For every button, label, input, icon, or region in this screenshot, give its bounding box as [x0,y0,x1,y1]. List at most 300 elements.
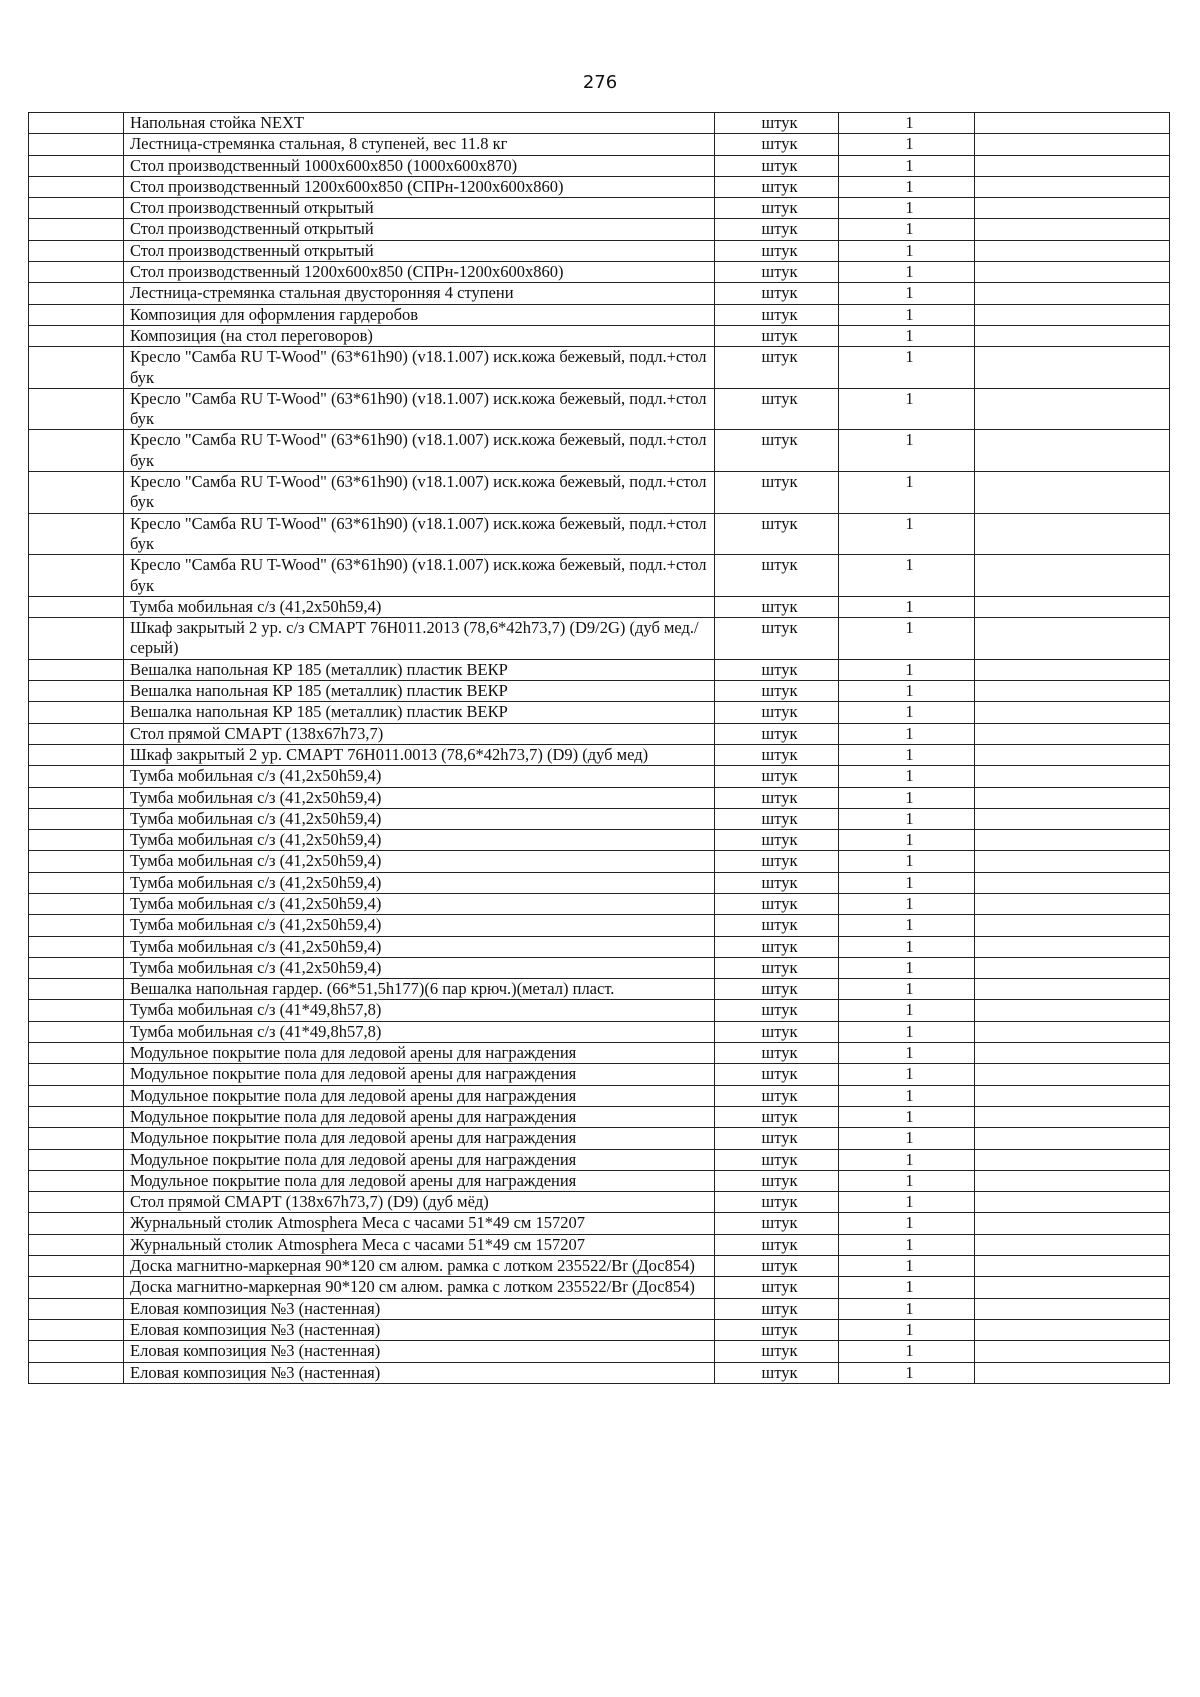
table-row [29,808,1170,829]
quantity-cell: 1 [839,1319,975,1340]
unit-cell: штук [715,851,839,872]
item-name-cell: Тумба мобильная с/з (41,2х50h59,4) [124,936,715,957]
unit-cell: штук [715,1213,839,1234]
unit-cell: штук [715,555,839,597]
table-row [29,1170,1170,1191]
row-number-cell [29,872,124,893]
note-cell [975,262,1170,283]
row-number-cell [29,830,124,851]
unit-cell: штук [715,808,839,829]
row-number-cell [29,681,124,702]
table-row [29,1000,1170,1021]
item-name-cell: Модульное покрытие пола для ледовой арены для награждения [124,1149,715,1170]
row-number-cell [29,198,124,219]
row-number-cell [29,787,124,808]
unit-cell: штук [715,1341,839,1362]
note-cell [975,134,1170,155]
quantity-cell: 1 [839,304,975,325]
note-cell [975,1298,1170,1319]
row-number-cell [29,219,124,240]
note-cell [975,744,1170,765]
unit-cell: штук [715,155,839,176]
note-cell [975,1106,1170,1127]
quantity-cell: 1 [839,1085,975,1106]
item-name-cell: Кресло "Самба RU T-Wood" (63*61h90) (v18.1.007) иск.кожа бежевый, подл.+стол бук [124,513,715,555]
row-number-cell [29,347,124,389]
note-cell [975,472,1170,514]
row-number-cell [29,618,124,660]
table-row [29,1192,1170,1213]
row-number-cell [29,1128,124,1149]
unit-cell: штук [715,283,839,304]
table-row [29,1319,1170,1340]
note-cell [975,1341,1170,1362]
item-name-cell: Еловая композиция №3 (настенная) [124,1362,715,1383]
table-row [29,979,1170,1000]
row-number-cell [29,304,124,325]
note-cell [975,915,1170,936]
row-number-cell [29,134,124,155]
table-row [29,262,1170,283]
table-row [29,915,1170,936]
item-name-cell: Тумба мобильная с/з (41,2х50h59,4) [124,808,715,829]
unit-cell: штук [715,134,839,155]
row-number-cell [29,659,124,680]
quantity-cell: 1 [839,851,975,872]
row-number-cell [29,176,124,197]
quantity-cell: 1 [839,113,975,134]
unit-cell: штук [715,723,839,744]
table-row [29,1064,1170,1085]
row-number-cell [29,1362,124,1383]
note-cell [975,681,1170,702]
quantity-cell: 1 [839,1149,975,1170]
unit-cell: штук [715,659,839,680]
quantity-cell: 1 [839,1256,975,1277]
table-row [29,1256,1170,1277]
table-row [29,304,1170,325]
quantity-cell: 1 [839,240,975,261]
row-number-cell [29,1085,124,1106]
unit-cell: штук [715,1256,839,1277]
unit-cell: штук [715,957,839,978]
row-number-cell [29,808,124,829]
item-name-cell: Стол прямой СМАРТ (138х67h73,7) (D9) (дуб мёд) [124,1192,715,1213]
note-cell [975,596,1170,617]
note-cell [975,513,1170,555]
table-row [29,113,1170,134]
quantity-cell: 1 [839,915,975,936]
row-number-cell [29,472,124,514]
note-cell [975,1234,1170,1255]
quantity-cell: 1 [839,830,975,851]
row-number-cell [29,240,124,261]
unit-cell: штук [715,198,839,219]
table-row [29,198,1170,219]
item-name-cell: Тумба мобильная с/з (41,2х50h59,4) [124,766,715,787]
row-number-cell [29,1064,124,1085]
unit-cell: штук [715,766,839,787]
note-cell [975,808,1170,829]
table-row [29,430,1170,472]
row-number-cell [29,1341,124,1362]
item-name-cell: Модульное покрытие пола для ледовой арены для награждения [124,1085,715,1106]
item-name-cell: Тумба мобильная с/з (41,2х50h59,4) [124,957,715,978]
table-row [29,851,1170,872]
item-name-cell: Журнальный столик Atmosphera Меса с часами 51*49 см 157207 [124,1234,715,1255]
quantity-cell: 1 [839,283,975,304]
row-number-cell [29,113,124,134]
table-row [29,1021,1170,1042]
table-row [29,936,1170,957]
row-number-cell [29,430,124,472]
unit-cell: штук [715,1106,839,1127]
note-cell [975,787,1170,808]
item-name-cell: Тумба мобильная с/з (41,2х50h59,4) [124,787,715,808]
unit-cell: штук [715,113,839,134]
row-number-cell [29,723,124,744]
item-name-cell: Доска магнитно-маркерная 90*120 см алюм. рамка с лотком 235522/Br (Дос854) [124,1256,715,1277]
row-number-cell [29,893,124,914]
quantity-cell: 1 [839,555,975,597]
row-number-cell [29,979,124,1000]
note-cell [975,198,1170,219]
inventory-table-body [29,113,1170,1384]
unit-cell: штук [715,1000,839,1021]
quantity-cell: 1 [839,198,975,219]
quantity-cell: 1 [839,1277,975,1298]
table-row [29,957,1170,978]
quantity-cell: 1 [839,1213,975,1234]
item-name-cell: Композиция для оформления гардеробов [124,304,715,325]
unit-cell: штук [715,1234,839,1255]
quantity-cell: 1 [839,513,975,555]
note-cell [975,219,1170,240]
row-number-cell [29,766,124,787]
item-name-cell: Вешалка напольная гардер. (66*51,5h177)(6 пар крюч.)(метал) пласт. [124,979,715,1000]
note-cell [975,176,1170,197]
quantity-cell: 1 [839,1128,975,1149]
row-number-cell [29,155,124,176]
quantity-cell: 1 [839,618,975,660]
note-cell [975,555,1170,597]
row-number-cell [29,702,124,723]
row-number-cell [29,1043,124,1064]
quantity-cell: 1 [839,808,975,829]
note-cell [975,1000,1170,1021]
table-row [29,176,1170,197]
item-name-cell: Еловая композиция №3 (настенная) [124,1341,715,1362]
table-row [29,1277,1170,1298]
note-cell [975,872,1170,893]
page-number: 276 [582,72,618,93]
table-row [29,134,1170,155]
table-row [29,283,1170,304]
table-row [29,555,1170,597]
row-number-cell [29,262,124,283]
quantity-cell: 1 [839,176,975,197]
unit-cell: штук [715,936,839,957]
item-name-cell: Модульное покрытие пола для ледовой арены для награждения [124,1106,715,1127]
quantity-cell: 1 [839,1106,975,1127]
item-name-cell: Стол производственный 1000х600х850 (1000х600х870) [124,155,715,176]
note-cell [975,347,1170,389]
quantity-cell: 1 [839,957,975,978]
table-row [29,1043,1170,1064]
unit-cell: штук [715,1192,839,1213]
note-cell [975,1043,1170,1064]
table-row [29,325,1170,346]
quantity-cell: 1 [839,262,975,283]
note-cell [975,702,1170,723]
unit-cell: штук [715,347,839,389]
quantity-cell: 1 [839,702,975,723]
table-row [29,766,1170,787]
note-cell [975,979,1170,1000]
item-name-cell: Тумба мобильная с/з (41,2х50h59,4) [124,596,715,617]
row-number-cell [29,1256,124,1277]
note-cell [975,851,1170,872]
quantity-cell: 1 [839,1064,975,1085]
item-name-cell: Тумба мобильная с/з (41,2х50h59,4) [124,893,715,914]
quantity-cell: 1 [839,872,975,893]
note-cell [975,766,1170,787]
note-cell [975,430,1170,472]
note-cell [975,830,1170,851]
row-number-cell [29,1234,124,1255]
unit-cell: штук [715,262,839,283]
quantity-cell: 1 [839,219,975,240]
unit-cell: штук [715,893,839,914]
unit-cell: штук [715,219,839,240]
item-name-cell: Кресло "Самба RU T-Wood" (63*61h90) (v18.1.007) иск.кожа бежевый, подл.+стол бук [124,388,715,430]
note-cell [975,936,1170,957]
quantity-cell: 1 [839,134,975,155]
item-name-cell: Модульное покрытие пола для ледовой арены для награждения [124,1043,715,1064]
note-cell [975,304,1170,325]
note-cell [975,1085,1170,1106]
table-row [29,1341,1170,1362]
quantity-cell: 1 [839,1000,975,1021]
unit-cell: штук [715,513,839,555]
quantity-cell: 1 [839,681,975,702]
row-number-cell [29,1319,124,1340]
note-cell [975,659,1170,680]
note-cell [975,1149,1170,1170]
unit-cell: штук [715,618,839,660]
note-cell [975,1128,1170,1149]
table-row [29,240,1170,261]
table-row [29,1213,1170,1234]
item-name-cell: Еловая композиция №3 (настенная) [124,1319,715,1340]
item-name-cell: Журнальный столик Atmosphera Меса с часами 51*49 см 157207 [124,1213,715,1234]
row-number-cell [29,1298,124,1319]
unit-cell: штук [715,325,839,346]
table-row [29,659,1170,680]
unit-cell: штук [715,979,839,1000]
quantity-cell: 1 [839,979,975,1000]
row-number-cell [29,1277,124,1298]
unit-cell: штук [715,1298,839,1319]
table-row [29,1362,1170,1383]
note-cell [975,283,1170,304]
item-name-cell: Тумба мобильная с/з (41,2х50h59,4) [124,830,715,851]
row-number-cell [29,325,124,346]
quantity-cell: 1 [839,1192,975,1213]
table-row [29,681,1170,702]
unit-cell: штук [715,388,839,430]
row-number-cell [29,1170,124,1191]
quantity-cell: 1 [839,744,975,765]
table-row [29,513,1170,555]
unit-cell: штук [715,1064,839,1085]
item-name-cell: Шкаф закрытый 2 ур. с/з СМАРТ 76Н011.2013 (78,6*42h73,7) (D9/2G) (дуб мед./серый) [124,618,715,660]
quantity-cell: 1 [839,936,975,957]
quantity-cell: 1 [839,1043,975,1064]
table-row [29,893,1170,914]
unit-cell: штук [715,1362,839,1383]
unit-cell: штук [715,787,839,808]
item-name-cell: Стол производственный открытый [124,219,715,240]
row-number-cell [29,513,124,555]
table-row [29,702,1170,723]
note-cell [975,618,1170,660]
table-row [29,744,1170,765]
table-row [29,872,1170,893]
quantity-cell: 1 [839,388,975,430]
row-number-cell [29,957,124,978]
item-name-cell: Тумба мобильная с/з (41*49,8h57,8) [124,1000,715,1021]
unit-cell: штук [715,596,839,617]
quantity-cell: 1 [839,893,975,914]
note-cell [975,240,1170,261]
row-number-cell [29,283,124,304]
table-row [29,596,1170,617]
item-name-cell: Тумба мобильная с/з (41,2х50h59,4) [124,851,715,872]
unit-cell: штук [715,915,839,936]
unit-cell: штук [715,744,839,765]
row-number-cell [29,1213,124,1234]
row-number-cell [29,936,124,957]
item-name-cell: Кресло "Самба RU T-Wood" (63*61h90) (v18.1.007) иск.кожа бежевый, подл.+стол бук [124,472,715,514]
quantity-cell: 1 [839,596,975,617]
item-name-cell: Кресло "Самба RU T-Wood" (63*61h90) (v18.1.007) иск.кожа бежевый, подл.+стол бук [124,555,715,597]
quantity-cell: 1 [839,1298,975,1319]
item-name-cell: Кресло "Самба RU T-Wood" (63*61h90) (v18.1.007) иск.кожа бежевый, подл.+стол бук [124,430,715,472]
unit-cell: штук [715,1319,839,1340]
item-name-cell: Тумба мобильная с/з (41,2х50h59,4) [124,915,715,936]
row-number-cell [29,555,124,597]
unit-cell: штук [715,176,839,197]
item-name-cell: Вешалка напольная КР 185 (металлик) пластик ВЕКР [124,659,715,680]
unit-cell: штук [715,872,839,893]
quantity-cell: 1 [839,659,975,680]
table-row [29,472,1170,514]
table-row [29,1106,1170,1127]
quantity-cell: 1 [839,723,975,744]
item-name-cell: Стол производственный открытый [124,240,715,261]
note-cell [975,155,1170,176]
unit-cell: штук [715,430,839,472]
row-number-cell [29,1000,124,1021]
unit-cell: штук [715,240,839,261]
item-name-cell: Вешалка напольная КР 185 (металлик) пластик ВЕКР [124,681,715,702]
item-name-cell: Модульное покрытие пола для ледовой арены для награждения [124,1128,715,1149]
note-cell [975,893,1170,914]
unit-cell: штук [715,1085,839,1106]
note-cell [975,1319,1170,1340]
unit-cell: штук [715,1128,839,1149]
item-name-cell: Стол производственный 1200х600х850 (СПРн-1200х600х860) [124,262,715,283]
table-row [29,1234,1170,1255]
unit-cell: штук [715,1277,839,1298]
quantity-cell: 1 [839,1234,975,1255]
quantity-cell: 1 [839,472,975,514]
unit-cell: штук [715,702,839,723]
note-cell [975,113,1170,134]
note-cell [975,1256,1170,1277]
table-row [29,1149,1170,1170]
item-name-cell: Шкаф закрытый 2 ур. СМАРТ 76Н011.0013 (78,6*42h73,7) (D9) (дуб мед) [124,744,715,765]
item-name-cell: Стол производственный открытый [124,198,715,219]
unit-cell: штук [715,472,839,514]
table-row [29,219,1170,240]
unit-cell: штук [715,1149,839,1170]
row-number-cell [29,1149,124,1170]
item-name-cell: Композиция (на стол переговоров) [124,325,715,346]
quantity-cell: 1 [839,1170,975,1191]
item-name-cell: Модульное покрытие пола для ледовой арены для награждения [124,1170,715,1191]
item-name-cell: Стол прямой СМАРТ (138х67h73,7) [124,723,715,744]
note-cell [975,1021,1170,1042]
table-row [29,723,1170,744]
row-number-cell [29,1021,124,1042]
quantity-cell: 1 [839,766,975,787]
unit-cell: штук [715,1170,839,1191]
note-cell [975,957,1170,978]
table-row [29,1298,1170,1319]
table-row [29,347,1170,389]
inventory-table [28,112,1170,1384]
unit-cell: штук [715,681,839,702]
quantity-cell: 1 [839,1341,975,1362]
item-name-cell: Напольная стойка NEXT [124,113,715,134]
table-row [29,155,1170,176]
item-name-cell: Модульное покрытие пола для ледовой арены для награждения [124,1064,715,1085]
table-row [29,388,1170,430]
item-name-cell: Стол производственный 1200х600х850 (СПРн-1200х600х860) [124,176,715,197]
item-name-cell: Вешалка напольная КР 185 (металлик) пластик ВЕКР [124,702,715,723]
row-number-cell [29,1106,124,1127]
table-row [29,1128,1170,1149]
note-cell [975,1064,1170,1085]
unit-cell: штук [715,1043,839,1064]
table-row [29,1085,1170,1106]
item-name-cell: Еловая композиция №3 (настенная) [124,1298,715,1319]
item-name-cell: Тумба мобильная с/з (41,2х50h59,4) [124,872,715,893]
unit-cell: штук [715,304,839,325]
item-name-cell: Тумба мобильная с/з (41*49,8h57,8) [124,1021,715,1042]
row-number-cell [29,851,124,872]
quantity-cell: 1 [839,155,975,176]
quantity-cell: 1 [839,347,975,389]
unit-cell: штук [715,830,839,851]
table-row [29,618,1170,660]
quantity-cell: 1 [839,430,975,472]
item-name-cell: Доска магнитно-маркерная 90*120 см алюм. рамка с лотком 235522/Br (Дос854) [124,1277,715,1298]
row-number-cell [29,388,124,430]
table-row [29,787,1170,808]
